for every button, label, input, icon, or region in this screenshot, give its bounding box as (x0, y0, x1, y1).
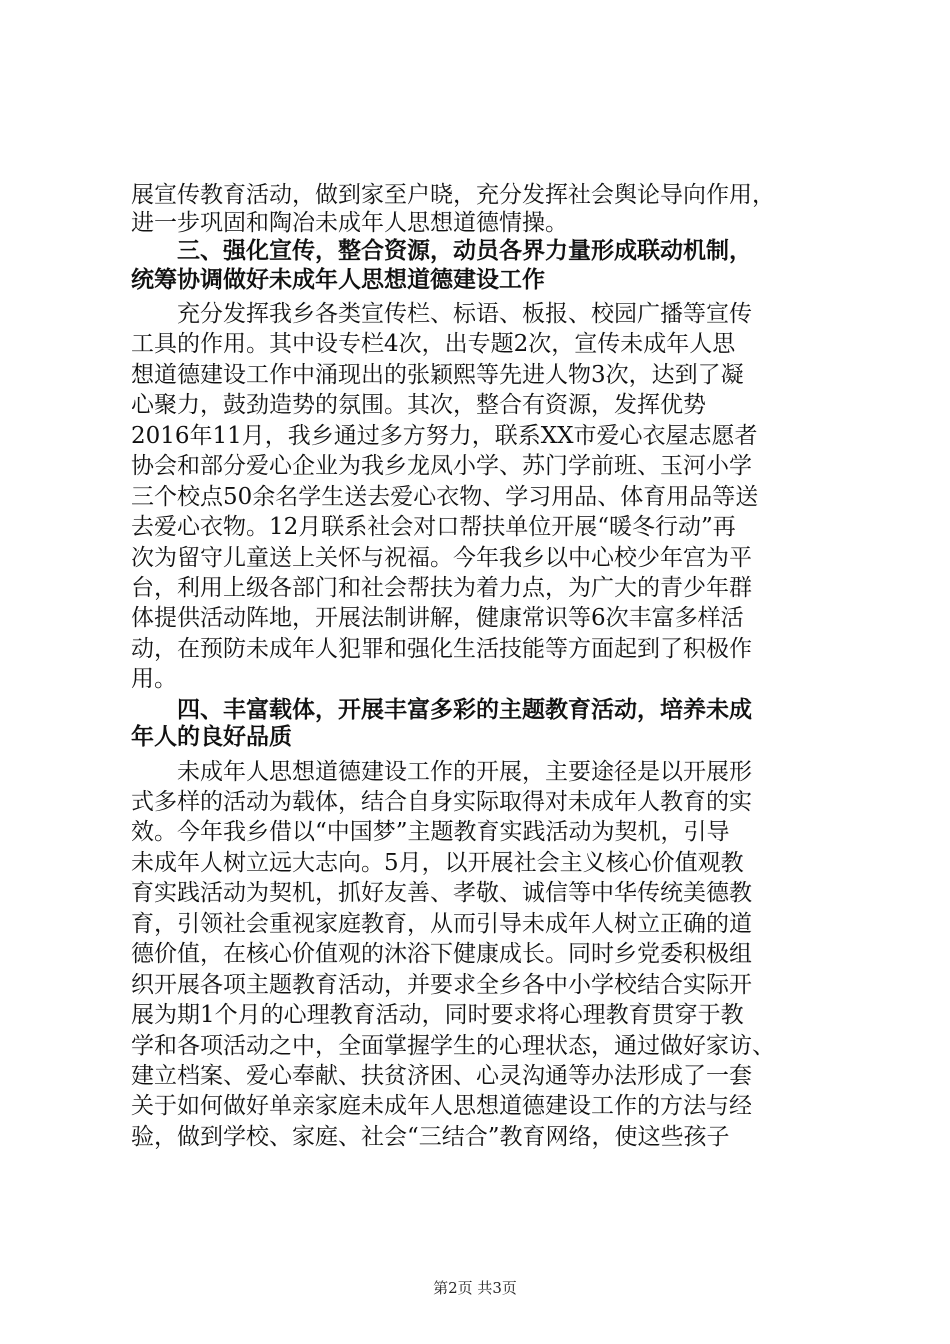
text-line: 未成年人思想道德建设工作的开展，主要途径是以开展形 (131, 759, 752, 785)
text-line: 关于如何做好单亲家庭未成年人思想道德建设工作的方法与经 (131, 1093, 752, 1119)
text-line: 心聚力，鼓劲造势的氛围。其次，整合有资源，发挥优势 (131, 392, 706, 418)
text-line: 效。今年我乡借以“中国梦”主题教育实践活动为契机，引导 (131, 819, 730, 845)
text-line: 育实践活动为契机，抓好友善、孝敬、诚信等中华传统美德教 (131, 880, 752, 906)
text-line: 展宣传教育活动，做到家至户晓，充分发挥社会舆论导向作用， (131, 182, 775, 208)
text-line: 用。 (131, 666, 177, 692)
text-line: 体提供活动阵地，开展法制讲解，健康常识等6次丰富多样活 (131, 605, 744, 631)
text-line: 协会和部分爱心企业为我乡龙凤小学、苏门学前班、玉河小学 (131, 453, 752, 479)
text-line: 式多样的活动为载体，结合自身实际取得对未成年人教育的实 (131, 789, 752, 815)
text-line: 学和各项活动之中，全面掌握学生的心理状态，通过做好家访、 (131, 1033, 775, 1059)
text-line: 次为留守儿童送上关怀与祝福。今年我乡以中心校少年宫为平 (131, 545, 752, 571)
text-line: 去爱心衣物。12月联系社会对口帮扶单位开展“暖冬行动”再 (131, 514, 736, 540)
text-line: 建立档案、爱心奉献、扶贫济困、心灵沟通等办法形成了一套 (131, 1063, 752, 1089)
text-line: 展为期1个月的心理教育活动，同时要求将心理教育贯穿于教 (131, 1002, 744, 1028)
text-line: 育，引领社会重视家庭教育，从而引导未成年人树立正确的道 (131, 911, 752, 937)
text-line: 三个校点50余名学生送去爱心衣物、学习用品、体育用品等送 (131, 484, 759, 510)
text-line: 未成年人树立远大志向。5月，以开展社会主义核心价值观教 (131, 850, 744, 876)
text-line: 充分发挥我乡各类宣传栏、标语、板报、校园广播等宣传 (131, 301, 752, 327)
text-line: 织开展各项主题教育活动，并要求全乡各中小学校结合实际开 (131, 972, 752, 998)
text-line: 台，利用上级各部门和社会帮扶为着力点，为广大的青少年群 (131, 575, 752, 601)
text-line: 2016年11月，我乡通过多方努力，联系XX市爱心衣屋志愿者 (131, 423, 758, 449)
text-line: 德价值，在核心价值观的沐浴下健康成长。同时乡党委积极组 (131, 941, 752, 967)
text-line: 想道德建设工作中涌现出的张颖熙等先进人物3次，达到了凝 (131, 362, 744, 388)
section-heading: 四、丰富载体，开展丰富多彩的主题教育活动，培养未成 (131, 697, 752, 723)
section-heading: 年人的良好品质 (131, 724, 292, 750)
text-line: 动，在预防未成年人犯罪和强化生活技能等方面起到了积极作 (131, 636, 752, 662)
text-line: 验，做到学校、家庭、社会“三结合”教育网络，使这些孩子 (131, 1124, 730, 1150)
text-line: 进一步巩固和陶冶未成年人思想道德情操。 (131, 210, 568, 236)
section-heading: 三、强化宣传，整合资源，动员各界力量形成联动机制， (131, 238, 752, 264)
page-footer: 第2页 共3页 (433, 1279, 517, 1297)
section-heading: 统筹协调做好未成年人思想道德建设工作 (131, 267, 545, 293)
text-line: 工具的作用。其中设专栏4次，出专题2次，宣传未成年人思 (131, 331, 736, 357)
